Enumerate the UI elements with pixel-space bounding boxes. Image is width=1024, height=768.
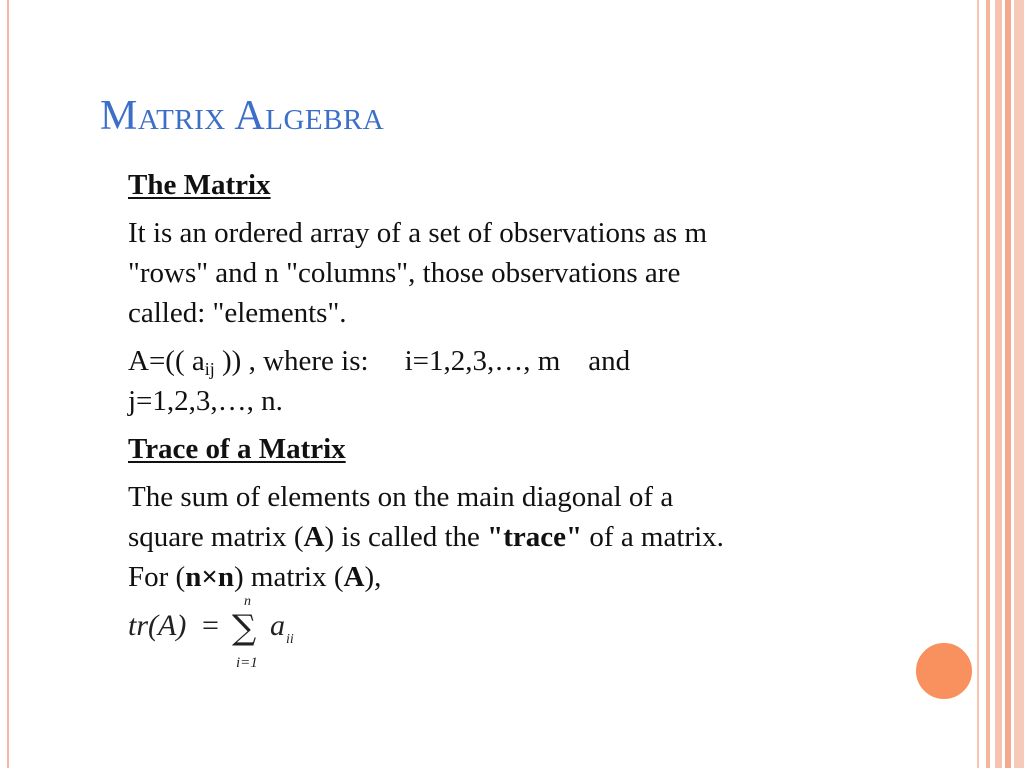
accent-circle xyxy=(913,640,975,702)
trace-formula xyxy=(128,595,318,675)
notation-subscript: ij xyxy=(204,359,215,379)
right-stripe xyxy=(1005,0,1011,768)
trace-text: of a matrix. xyxy=(582,521,724,553)
dimension-symbol: n×n xyxy=(185,561,234,593)
right-stripe xyxy=(977,0,979,768)
definition-line: called: "elements". xyxy=(128,297,347,329)
formula-term: a xyxy=(270,609,285,642)
notation-j-range: j=1,2,3,…, n. xyxy=(128,385,283,417)
formula-lhs: tr(A) xyxy=(128,609,187,642)
trace-line: The sum of elements on the main diagonal of a xyxy=(128,481,674,513)
trace-text: ), xyxy=(364,561,382,593)
formula-lower-limit: i=1 xyxy=(236,655,258,671)
matrix-definition xyxy=(128,213,848,333)
formula-upper-limit: n xyxy=(244,595,251,609)
trace-text: ) is called the xyxy=(324,521,488,553)
notation-i-range: i=1,2,3,…, m xyxy=(404,345,561,377)
right-stripe xyxy=(986,0,990,768)
matrix-symbol: A xyxy=(303,521,325,553)
trace-term: "trace" xyxy=(487,521,583,553)
trace-text: square matrix ( xyxy=(128,521,304,553)
formula-sum: ∑ xyxy=(232,608,257,648)
trace-definition xyxy=(128,477,848,597)
formula-equals: = xyxy=(202,609,219,642)
slide-body xyxy=(128,165,848,597)
matrix-notation xyxy=(128,341,848,421)
notation-prefix: A=(( a xyxy=(128,345,205,377)
definition-line: "rows" and n "columns", those observations are xyxy=(128,257,681,289)
trace-text: For ( xyxy=(128,561,186,593)
slide-title: Matrix Algebra xyxy=(100,93,385,139)
section-heading-matrix: The Matrix xyxy=(128,169,271,201)
right-stripe xyxy=(1014,0,1024,768)
formula-term-subscript: ii xyxy=(286,632,294,647)
notation-suffix: )) , where is: xyxy=(214,345,369,377)
right-stripe xyxy=(995,0,1002,768)
notation-and: and xyxy=(588,345,631,377)
left-border-line xyxy=(7,0,9,768)
trace-text: ) matrix ( xyxy=(234,561,344,593)
definition-line: It is an ordered array of a set of observations as m xyxy=(128,217,707,249)
section-heading-trace: Trace of a Matrix xyxy=(128,433,346,465)
matrix-symbol: A xyxy=(343,561,365,593)
